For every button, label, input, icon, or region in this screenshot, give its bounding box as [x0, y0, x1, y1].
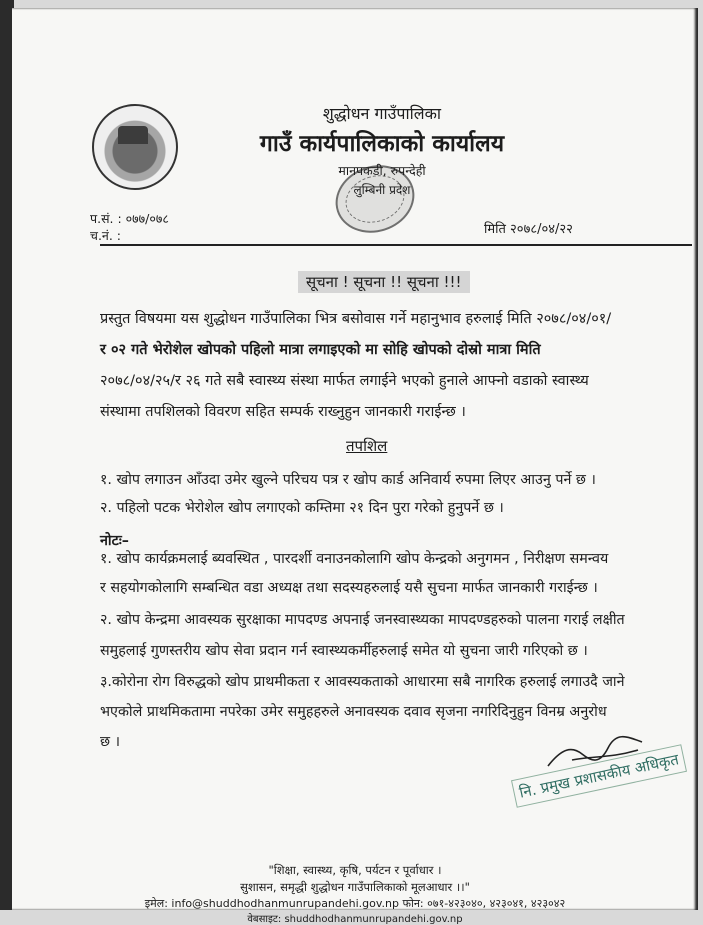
office-name: गाउँ कार्यपालिकाको कार्यालय: [259, 131, 505, 157]
note-line: १. खोप कार्यक्रमलाई ब्यवस्थित , पारदर्शी वनाउनकोलागि खोप केन्द्रको अनुगमन , निरीक्षण समन्वय: [100, 551, 609, 567]
paragraph-line: र ०२ गते भेरोशेल खोपको पहिलो मात्रा लगाइएको मा सोहि खोपको दोस्रो मात्रा मिति: [100, 342, 541, 358]
note-line: छ ।: [100, 734, 120, 750]
reference-number: प.सं. : ०७७/०७८: [90, 211, 169, 226]
tapshil-item: २. पहिलो पटक भेरोशेल खोप लगाएको कम्तिमा २१ दिन पुरा गरेको हुनुपर्ने छ ।: [100, 500, 504, 516]
office-province: लुम्बिनी प्रदेश: [353, 183, 411, 197]
footer-website: वेबसाइट: shuddhodhanmunrupandehi.gov.np: [247, 914, 463, 925]
document-page: [12, 8, 698, 925]
note-line: र सहयोगकोलागि सम्बन्धित वडा अध्यक्ष तथा सदस्यहरुलाई यसै सुचना मार्फत जानकारी गराईन्छ ।: [100, 580, 598, 596]
note-heading: नोटः–: [100, 533, 129, 549]
note-line: २. खोप केन्द्रमा आवस्यक सुरक्षाका मापदण्ड अपनाई जनस्वास्थ्यका मापदण्डहरुको पालना गराई लक्षीत: [100, 612, 625, 628]
paragraph-line: संस्थामा तपशिलको विवरण सहित सम्पर्क राख्नुहुन जानकारी गराईन्छ ।: [100, 404, 466, 420]
footer-motto-line2: सुशासन, समृद्धी शुद्धोधन गाउँपालिकाको मूलआधार ।।": [240, 880, 470, 894]
tapshil-item: १. खोप लगाउन आँउदा उमेर खुल्ने परिचय पत्र र खोप कार्ड अनिवार्य रुपमा लिएर आउनु पर्ने छ ।: [100, 472, 596, 488]
notice-paragraph: [100, 304, 692, 428]
footer-contact: इमेल: info@shuddhodhanmunrupandehi.gov.np फोन: ०७१-४२३०४०, ४२३०४१, ४२३०४२: [144, 897, 566, 910]
signatory-title-stamp: नि. प्रमुख प्रशासकीय अधिकृत: [511, 744, 687, 808]
paragraph-line: प्रस्तुत विषयमा यस शुद्धोधन गाउँपालिका भित्र बसोवास गर्ने महानुभाव हरुलाई मिति २०७८/०४/०१/: [100, 311, 612, 327]
note-line: समुहलाई गुणस्तरीय खोप सेवा प्रदान गर्न स्वास्थ्यकर्मीहरुलाई समेत यो सुचना जारी गरिएको छ ।: [100, 643, 588, 659]
note-line: ३.कोरोना रोग विरुद्धको खोप प्राथमीकता र आवस्यकताको आधारमा सबै नागरिक हरुलाई लगाउदै जाने: [100, 674, 625, 690]
notice-heading: सूचना ! सूचना !! सूचना !!!: [298, 271, 470, 293]
document-date: मिति २०७८/०४/२२: [484, 222, 573, 237]
nepal-emblem-icon: [92, 104, 178, 190]
municipality-name: शुद्धोधन गाउँपालिका: [322, 104, 442, 123]
tapshil-heading: तपशिल: [346, 437, 388, 455]
dispatch-number: च.नं. :: [90, 228, 122, 243]
footer-motto-line1: "शिक्षा, स्वास्थ्य, कृषि, पर्यटन र पूर्वाधार ।: [268, 863, 442, 877]
header-divider: [100, 244, 692, 246]
note-line: भएकोले प्राथमिकतामा नपरेका उमेर समुहहरुले अनावस्यक दवाव सृजना नगरिदिनुहुन विनम्र अनुरोध: [100, 704, 607, 720]
paragraph-line: २०७८/०४/२५/र २६ गते सबै स्वास्थ्य संस्था मार्फत लगाईने भएको हुनाले आफ्नो वडाको स्वास्थ्य: [100, 373, 589, 389]
office-location: मानपकडी, रुपन्देही: [338, 163, 426, 178]
